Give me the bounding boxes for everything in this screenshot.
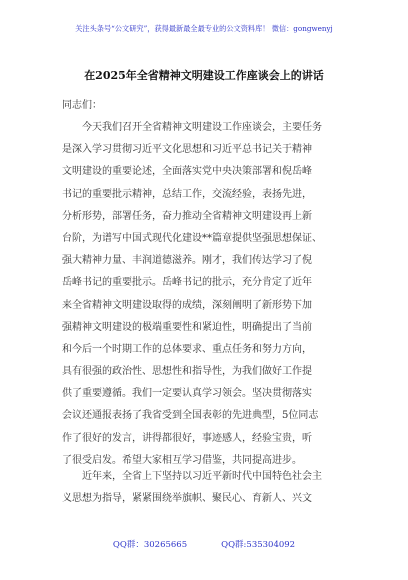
paragraph-1 xyxy=(62,117,356,472)
paragraph-line: 近年来，全省上下坚持以习近平新时代中国特色社会主 xyxy=(82,471,322,482)
paragraph-line: 书记的重要批示精神，总结工作，交流经验，表扬先进， xyxy=(62,188,312,200)
footer xyxy=(0,538,408,550)
header-banner: 关注头条号“公文研究”，获得最新最全最专业的公文资料库！ 微信：gongwenyj xyxy=(75,24,333,33)
paragraph-line: 今天我们召开全省精神文明建设工作座谈会，主要任务 xyxy=(82,122,322,133)
paragraph-line: 强大精神力量、丰润道德滋养。刚才，我们传达学习了倪 xyxy=(62,255,312,267)
paragraph-line: 分析形势，部署任务，奋力推动全省精神文明建设再上新 xyxy=(62,210,312,222)
paragraph-line: 具有很强的政治性、思想性和指导性，为我们做好工作提 xyxy=(62,366,312,378)
salutation: 同志们： xyxy=(62,100,102,111)
paragraph-2 xyxy=(62,466,356,510)
paragraph-line: 了很受启发。希望大家相互学习借鉴，共同提高进步。 xyxy=(62,454,302,466)
paragraph-line: 台阶，为谱写中国式现代化建设**篇章提供坚强思想保证、 xyxy=(62,232,322,244)
paragraph-line: 会议还通报表扬了我省受到全国表彰的先进典型，5位同志 xyxy=(62,410,319,422)
paragraph-line: 强精神文明建设的极端重要性和紧迫性，明确提出了当前 xyxy=(62,321,312,333)
paragraph-line: 供了重要遵循。我们一定要认真学习领会。坚决贯彻落实 xyxy=(62,388,312,400)
qq-group-1: QQ群：30265665 xyxy=(112,540,188,550)
paragraph-line: 作了很好的发言，讲得都很好，事迹感人，经验宝贵，听 xyxy=(62,432,312,444)
paragraph-line: 来全省精神文明建设取得的成绩，深刻阐明了新形势下加 xyxy=(62,299,312,311)
qq-group-2: QQ群:535304092 xyxy=(221,540,296,550)
paragraph-line: 是深入学习贯彻习近平文化思想和习近平总书记关于精神 xyxy=(62,144,312,156)
paragraph-line: 岳峰书记的重要批示。岳峰书记的批示，充分肯定了近年 xyxy=(62,277,312,289)
paragraph-line: 文明建设的重要论述，全面落实党中央决策部署和倪岳峰 xyxy=(62,166,312,178)
document-title: 在2025年全省精神文明建设工作座谈会上的讲话 xyxy=(84,69,324,82)
paragraph-line: 和今后一个时期工作的总体要求、重点任务和努力方向， xyxy=(62,343,312,355)
paragraph-line: 义思想为指导，紧紧围绕举旗帜、聚民心、育新人、兴文 xyxy=(62,493,312,505)
